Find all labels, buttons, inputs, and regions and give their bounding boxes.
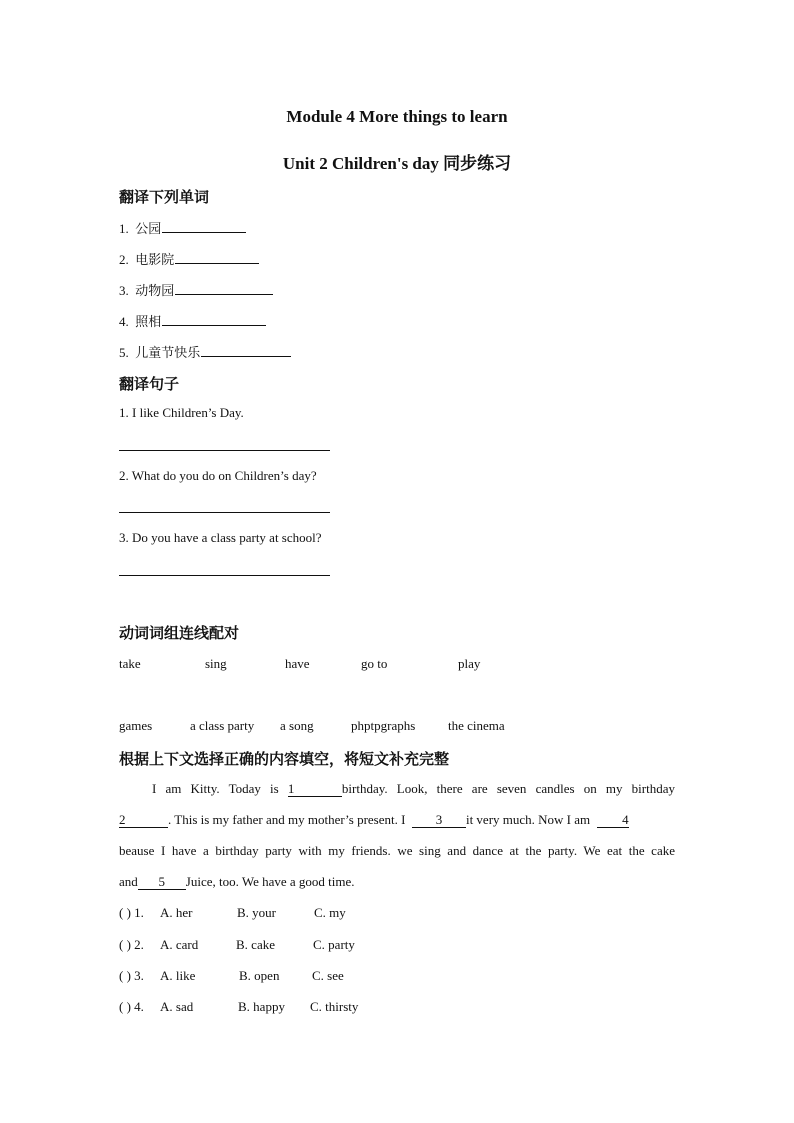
word-item: 5. 儿童节快乐 xyxy=(119,342,291,361)
answer-blank[interactable] xyxy=(162,313,266,326)
noun-item[interactable]: a song xyxy=(280,718,314,733)
noun-item[interactable]: the cinema xyxy=(448,718,505,733)
cloze-passage xyxy=(119,773,675,897)
word-item: 1. 公园 xyxy=(119,218,246,237)
cloze-blank-1[interactable]: 1 xyxy=(288,782,342,797)
answer-blank[interactable] xyxy=(175,251,259,264)
option-b[interactable]: B. open xyxy=(239,968,280,983)
section-heading-sentences: 翻译句子 xyxy=(119,375,180,393)
verb-item[interactable]: take xyxy=(119,656,141,671)
passage-line: beause I have a birthday party with my friends. we sing and dance at the party. We eat the cake xyxy=(119,843,675,858)
section-heading-words: 翻译下列单词 xyxy=(119,188,210,206)
answer-blank[interactable] xyxy=(201,344,291,357)
option-a[interactable]: A. sad xyxy=(160,999,194,1014)
answer-line[interactable] xyxy=(119,512,330,513)
answer-parenthesis[interactable]: ( ) xyxy=(119,937,131,952)
noun-item[interactable]: phptpgraphs xyxy=(351,718,416,733)
verb-item[interactable]: have xyxy=(285,656,310,671)
option-c[interactable]: C. see xyxy=(312,968,344,983)
option-c[interactable]: C. party xyxy=(313,937,355,952)
cloze-blank-3[interactable]: 3 xyxy=(412,813,466,828)
cloze-blank-5[interactable]: 5 xyxy=(138,875,186,890)
option-b[interactable]: B. your xyxy=(237,905,276,920)
answer-parenthesis[interactable]: ( ) xyxy=(119,905,131,920)
option-b[interactable]: B. happy xyxy=(238,999,285,1014)
option-c[interactable]: C. my xyxy=(314,905,346,920)
sentence-item: 3. Do you have a class party at school? xyxy=(119,530,322,545)
word-item: 4. 照相 xyxy=(119,311,266,330)
answer-blank[interactable] xyxy=(175,282,273,295)
page-subtitle: Unit 2 Children's day 同步练习 xyxy=(282,154,512,173)
question-row: ( ) 4. xyxy=(119,999,144,1014)
verb-item[interactable]: sing xyxy=(205,656,227,671)
option-b[interactable]: B. cake xyxy=(236,937,275,952)
page-title: Module 4 More things to learn xyxy=(286,107,508,126)
answer-blank[interactable] xyxy=(162,220,246,233)
question-row: ( ) 1. xyxy=(119,905,144,920)
answer-line[interactable] xyxy=(119,450,330,451)
option-c[interactable]: C. thirsty xyxy=(310,999,359,1014)
answer-parenthesis[interactable]: ( ) xyxy=(119,968,131,983)
question-row: ( ) 3. xyxy=(119,968,144,983)
word-item: 3. 动物园 xyxy=(119,280,273,299)
option-a[interactable]: A. her xyxy=(160,905,193,920)
passage-line: I am Kitty. Today is 1 birthday. Look, there are seven candles on my birthday xyxy=(152,781,675,796)
option-a[interactable]: A. like xyxy=(160,968,196,983)
sentence-item: 2. What do you do on Children’s day? xyxy=(119,468,317,483)
question-row: ( ) 2. xyxy=(119,937,144,952)
passage-line: and 5 Juice, too. We have a good time. xyxy=(119,874,355,889)
answer-line[interactable] xyxy=(119,575,330,576)
section-heading-matching: 动词词组连线配对 xyxy=(119,624,240,642)
answer-parenthesis[interactable]: ( ) xyxy=(119,999,131,1014)
verb-item[interactable]: play xyxy=(458,656,481,671)
sentence-item: 1. I like Children’s Day. xyxy=(119,405,244,420)
word-item: 2. 电影院 xyxy=(119,249,259,268)
verb-item[interactable]: go to xyxy=(361,656,388,671)
cloze-blank-4[interactable]: 4 xyxy=(597,813,629,828)
option-a[interactable]: A. card xyxy=(160,937,199,952)
section-heading-cloze: 根据上下文选择正确的内容填空，将短文补充完整 xyxy=(119,750,450,768)
noun-item[interactable]: a class party xyxy=(190,718,255,733)
passage-line: 2 . This is my father and my mother’s present. I 3 it very much. Now I am 4 xyxy=(119,812,629,827)
cloze-blank-2[interactable]: 2 xyxy=(119,813,168,828)
noun-item[interactable]: games xyxy=(119,718,153,733)
